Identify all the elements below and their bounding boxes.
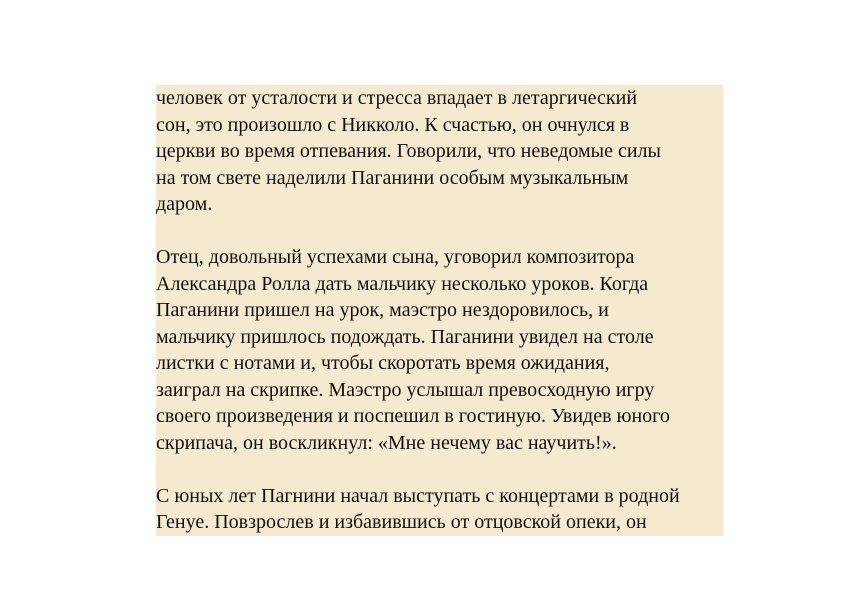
paragraph-line: С юных лет Пагнини начал выступать с концертами в родной <box>156 484 680 507</box>
text-block <box>156 85 723 536</box>
paragraph-line: даром. <box>156 193 213 215</box>
paragraph-gap <box>156 218 723 245</box>
paragraph-line: своего произведения и поспешил в гостиную. Увидев юного <box>156 405 670 427</box>
paragraph-line: сон, это произошло с Никколо. К счастью, он очнулся в <box>156 113 630 136</box>
paragraph-line: заиграл на скрипке. Маэстро услышал превосходную игру <box>156 378 655 401</box>
paragraph-line: церкви во время отпевания. Говорили, что неведомые силы <box>156 140 661 162</box>
paragraph-line: Александра Ролла дать мальчику несколько уроков. Когда <box>156 272 649 295</box>
paragraph-line: листки с нотами и, чтобы скоротать время ожидания, <box>156 352 610 374</box>
paragraph-line: Отец, довольный успехами сына, уговорил композитора <box>156 246 635 268</box>
paragraph-line: мальчику пришлось подождать. Паганини увидел на столе <box>156 325 654 348</box>
paragraph-line: на том свете наделили Паганини особым музыкальным <box>156 166 629 189</box>
text-lines <box>156 85 723 536</box>
paragraph-gap <box>156 456 723 483</box>
paragraph-line: человек от усталости и стресса впадает в летаргический <box>156 87 638 109</box>
paragraph-line: Генуе. Повзрослев и избавившись от отцовской опеки, он <box>156 511 647 533</box>
paragraph-line: Паганини пришел на урок, маэстро нездоровилось, и <box>156 299 609 321</box>
paragraph-line: скрипача, он воскликнул: «Мне нечему вас научить!». <box>156 431 617 454</box>
